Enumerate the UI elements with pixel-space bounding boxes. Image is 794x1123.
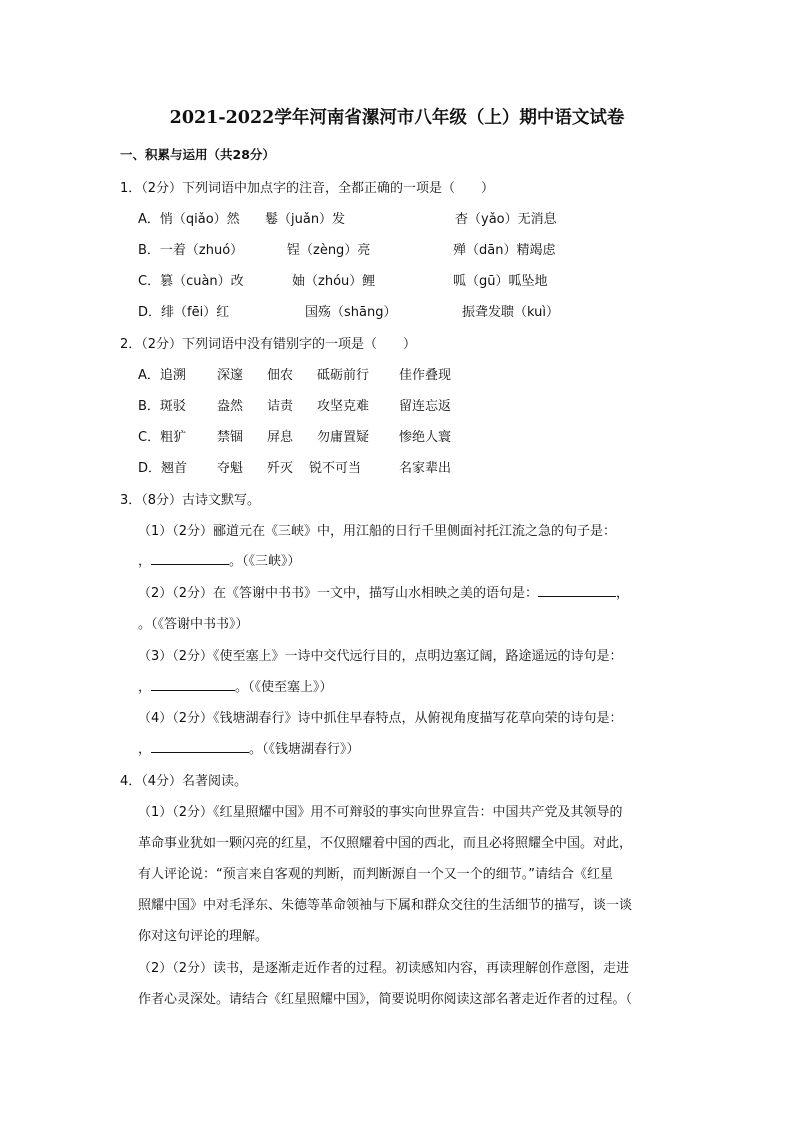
q3-part4-pre: ， (138, 742, 152, 757)
q3-part4-blank[interactable] (151, 739, 249, 753)
q1-option-a-2: 鬈（juǎn）发 (265, 212, 346, 227)
question-3-stem: 3．（8分）古诗文默写。 (120, 493, 261, 508)
q3-part1-prompt: （1）（2分）郦道元在《三峡》中，用江船的日行千里侧面衬托江流之急的句子是： (138, 524, 617, 539)
q2-option-c-4: 勿庸置疑 (317, 430, 370, 445)
q3-part1-blank[interactable] (151, 551, 229, 565)
q2-option-c-1: C．粗犷 (138, 430, 187, 445)
q2-option-a-1: A．追溯 (138, 368, 186, 383)
q1-option-a-1: A．悄（qiǎo）然 (138, 212, 240, 227)
q3-part1-answer-line (138, 550, 301, 569)
page-title: 2021-2022学年河南省漯河市八年级（上）期中语文试卷 (169, 108, 625, 128)
q3-part3-blank[interactable] (151, 677, 235, 691)
q2-option-b-3: 诘责 (267, 399, 294, 414)
q1-option-d-3: 振聋发聩（kuì） (462, 305, 559, 320)
q1-option-c-3: 呱（gū）呱坠地 (453, 274, 548, 289)
q4-part1-line: 照耀中国》中对毛泽东、朱德等革命领袖与下属和群众交往的生活细节的描写，谈一谈 (138, 898, 633, 913)
q3-part1-pre: ， (138, 554, 152, 569)
q3-part4-prompt: （4）（2分）《钱塘湖春行》诗中抓住早春特点，从俯视角度描写花草向荣的诗句是： (138, 711, 623, 726)
q2-option-c-2: 禁锢 (217, 430, 244, 445)
q2-option-a-5: 佳作叠现 (399, 368, 452, 383)
q3-part3-pre: ， (138, 680, 152, 695)
section-heading: 一、积累与运用（共28分） (120, 147, 275, 162)
q1-option-c-2: 妯（zhóu）鲤 (292, 274, 376, 289)
q2-option-d-2: 夺魁 (217, 461, 244, 476)
q1-option-b-1: B．一着（zhuó） (138, 243, 244, 258)
q4-part1-line: 有人评论说：“预言来自客观的判断，而判断源自一个又一个的细节。”请结合《红星 (138, 867, 613, 882)
q2-option-d-1: D．翘首 (138, 461, 188, 476)
question-1-stem: 1．（2分）下列词语中加点字的注音，全都正确的一项是（ ） (120, 181, 495, 196)
question-2-stem: 2．（2分）下列词语中没有错别字的一项是（ ） (120, 337, 417, 352)
q4-part1-line: （1）（2分）《红星照耀中国》用不可辩驳的事实向世界宣告：中国共产党及其领导的 (138, 805, 623, 820)
q2-option-b-5: 留连忘返 (399, 399, 452, 414)
q2-option-c-3: 屏息 (267, 430, 294, 445)
q4-part2-line: （2）（2分）读书，是逐渐走近作者的过程。初读感知内容，再读理解创作意图，走进 (138, 961, 630, 976)
question-4-stem: 4．（4分）名著阅读。 (120, 774, 248, 789)
q3-part3-answer-line (138, 676, 333, 695)
q1-option-b-2: 锃（zèng）亮 (287, 243, 371, 258)
q4-part2-line: 作者心灵深处。请结合《红星照耀中国》，简要说明你阅读这部名著走近作者的过程。（ (138, 992, 633, 1007)
q2-option-b-1: B．斑驳 (138, 399, 186, 414)
q2-option-b-4: 攻坚克难 (317, 399, 370, 414)
q3-part3-prompt: （3）（2分）《使至塞上》一诗中交代远行目的，点明边塞辽阔，路途遥远的诗句是： (138, 649, 623, 664)
q1-option-b-3: 殚（dān）精竭虑 (453, 243, 556, 258)
q1-option-a-3: 杳（yǎo）无消息 (455, 212, 557, 227)
q3-part2-tail: ， (616, 586, 630, 601)
q3-part2-blank[interactable] (538, 583, 616, 597)
q1-option-d-1: D．绯（fēi）红 (138, 305, 230, 320)
q3-part2-source: 。（《答谢中书书》） (138, 617, 249, 632)
q2-option-c-5: 惨绝人寰 (399, 430, 452, 445)
q3-part2-prompt-line (138, 582, 629, 601)
q2-option-a-2: 深邃 (217, 368, 244, 383)
q4-part1-line: 革命事业犹如一颗闪亮的红星，不仅照耀着中国的西北，而且必将照耀全中国。对此， (138, 836, 633, 851)
q3-part4-answer-line (138, 738, 360, 757)
q2-option-d-5: 名家辈出 (399, 461, 452, 476)
q3-part3-post: 。（《使至塞上》） (235, 680, 333, 695)
q4-part1-line: 你对这句评论的理解。 (138, 929, 269, 944)
q1-option-c-1: C．篡（cuàn）改 (138, 274, 244, 289)
q2-option-d-4: 锐不可当 (309, 461, 362, 476)
q2-option-a-4: 砥砺前行 (317, 368, 370, 383)
q1-option-d-2: 国殇（shāng） (305, 305, 397, 320)
q2-option-b-2: 盎然 (217, 399, 244, 414)
q3-part2-prompt: （2）（2分）在《答谢中书书》一文中，描写山水相映之美的语句是： (138, 586, 539, 601)
q3-part4-post: 。（《钱塘湖春行》） (249, 742, 360, 757)
q2-option-d-3: 歼灭 (267, 461, 294, 476)
q3-part1-post: 。（《三峡》） (229, 554, 301, 569)
q2-option-a-3: 佃农 (267, 368, 294, 383)
